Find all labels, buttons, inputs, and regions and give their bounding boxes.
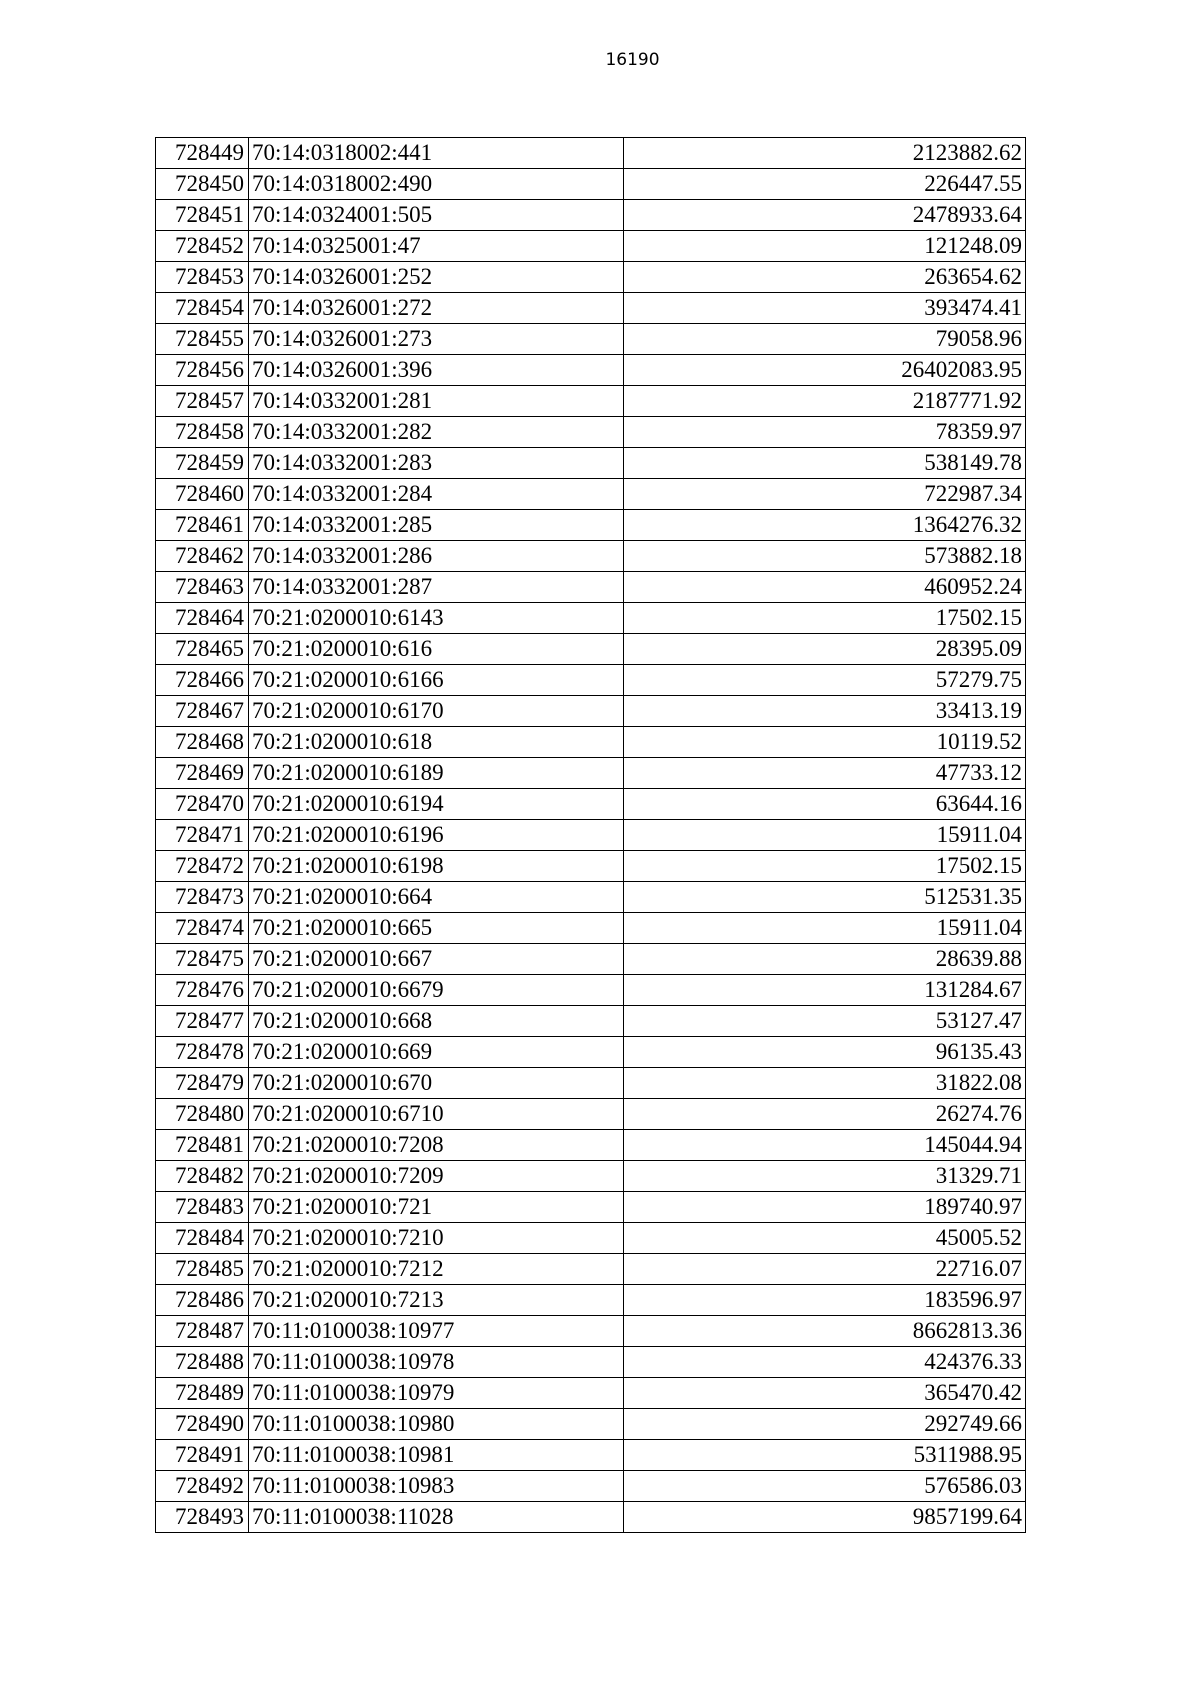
table-row (156, 1223, 1026, 1254)
cadastral-number-cell: 70:14:0332001:286 (249, 541, 624, 572)
row-number-cell: 728465 (156, 634, 249, 665)
row-number-cell: 728451 (156, 200, 249, 231)
cadastral-number-cell: 70:21:0200010:669 (249, 1037, 624, 1068)
table-row (156, 1006, 1026, 1037)
row-number-cell: 728466 (156, 665, 249, 696)
row-number-cell: 728449 (156, 138, 249, 169)
table-row (156, 1037, 1026, 1068)
table-row (156, 603, 1026, 634)
value-cell: 183596.97 (624, 1285, 1026, 1316)
row-number-cell: 728476 (156, 975, 249, 1006)
table-row (156, 851, 1026, 882)
value-cell: 31329.71 (624, 1161, 1026, 1192)
row-number-cell: 728453 (156, 262, 249, 293)
value-cell: 28639.88 (624, 944, 1026, 975)
table-body (156, 138, 1026, 1533)
cadastral-number-cell: 70:14:0332001:284 (249, 479, 624, 510)
value-cell: 57279.75 (624, 665, 1026, 696)
table-row (156, 169, 1026, 200)
row-number-cell: 728457 (156, 386, 249, 417)
value-cell: 47733.12 (624, 758, 1026, 789)
table-row (156, 572, 1026, 603)
cadastral-number-cell: 70:11:0100038:10981 (249, 1440, 624, 1471)
table-row (156, 479, 1026, 510)
row-number-cell: 728482 (156, 1161, 249, 1192)
row-number-cell: 728475 (156, 944, 249, 975)
cadastral-number-cell: 70:21:0200010:6170 (249, 696, 624, 727)
table-row (156, 913, 1026, 944)
cadastral-number-cell: 70:21:0200010:7212 (249, 1254, 624, 1285)
row-number-cell: 728486 (156, 1285, 249, 1316)
cadastral-number-cell: 70:21:0200010:6189 (249, 758, 624, 789)
cadastral-number-cell: 70:21:0200010:668 (249, 1006, 624, 1037)
table-row (156, 541, 1026, 572)
row-number-cell: 728492 (156, 1471, 249, 1502)
table-row (156, 975, 1026, 1006)
value-cell: 96135.43 (624, 1037, 1026, 1068)
value-cell: 263654.62 (624, 262, 1026, 293)
cadastral-number-cell: 70:14:0332001:287 (249, 572, 624, 603)
cadastral-number-cell: 70:21:0200010:665 (249, 913, 624, 944)
cadastral-number-cell: 70:21:0200010:721 (249, 1192, 624, 1223)
cadastral-number-cell: 70:14:0318002:490 (249, 169, 624, 200)
table-row (156, 1440, 1026, 1471)
value-cell: 2123882.62 (624, 138, 1026, 169)
row-number-cell: 728471 (156, 820, 249, 851)
value-cell: 78359.97 (624, 417, 1026, 448)
table-row (156, 138, 1026, 169)
value-cell: 145044.94 (624, 1130, 1026, 1161)
value-cell: 576586.03 (624, 1471, 1026, 1502)
row-number-cell: 728481 (156, 1130, 249, 1161)
cadastral-number-cell: 70:14:0318002:441 (249, 138, 624, 169)
cadastral-number-cell: 70:14:0325001:47 (249, 231, 624, 262)
table-row (156, 1471, 1026, 1502)
cadastral-number-cell: 70:21:0200010:6198 (249, 851, 624, 882)
value-cell: 26274.76 (624, 1099, 1026, 1130)
value-cell: 460952.24 (624, 572, 1026, 603)
row-number-cell: 728474 (156, 913, 249, 944)
table-row (156, 696, 1026, 727)
cadastral-number-cell: 70:11:0100038:10979 (249, 1378, 624, 1409)
cadastral-number-cell: 70:11:0100038:10983 (249, 1471, 624, 1502)
value-cell: 8662813.36 (624, 1316, 1026, 1347)
row-number-cell: 728483 (156, 1192, 249, 1223)
cadastral-value-table (155, 137, 1026, 1533)
value-cell: 31822.08 (624, 1068, 1026, 1099)
cadastral-number-cell: 70:21:0200010:6143 (249, 603, 624, 634)
cadastral-number-cell: 70:14:0326001:273 (249, 324, 624, 355)
row-number-cell: 728477 (156, 1006, 249, 1037)
row-number-cell: 728461 (156, 510, 249, 541)
cadastral-number-cell: 70:11:0100038:10978 (249, 1347, 624, 1378)
row-number-cell: 728458 (156, 417, 249, 448)
table-row (156, 200, 1026, 231)
value-cell: 393474.41 (624, 293, 1026, 324)
row-number-cell: 728463 (156, 572, 249, 603)
cadastral-number-cell: 70:14:0326001:396 (249, 355, 624, 386)
value-cell: 573882.18 (624, 541, 1026, 572)
table-row (156, 944, 1026, 975)
table-row (156, 1316, 1026, 1347)
value-cell: 45005.52 (624, 1223, 1026, 1254)
value-cell: 33413.19 (624, 696, 1026, 727)
cadastral-number-cell: 70:14:0332001:283 (249, 448, 624, 479)
value-cell: 2478933.64 (624, 200, 1026, 231)
value-cell: 17502.15 (624, 851, 1026, 882)
table-row (156, 355, 1026, 386)
row-number-cell: 728490 (156, 1409, 249, 1440)
table-row (156, 1409, 1026, 1440)
cadastral-number-cell: 70:14:0324001:505 (249, 200, 624, 231)
value-cell: 226447.55 (624, 169, 1026, 200)
row-number-cell: 728472 (156, 851, 249, 882)
table-row (156, 1068, 1026, 1099)
value-cell: 15911.04 (624, 820, 1026, 851)
cadastral-number-cell: 70:14:0326001:252 (249, 262, 624, 293)
row-number-cell: 728487 (156, 1316, 249, 1347)
cadastral-number-cell: 70:11:0100038:10977 (249, 1316, 624, 1347)
value-cell: 292749.66 (624, 1409, 1026, 1440)
value-cell: 28395.09 (624, 634, 1026, 665)
table-row (156, 231, 1026, 262)
value-cell: 10119.52 (624, 727, 1026, 758)
table-row (156, 324, 1026, 355)
cadastral-number-cell: 70:14:0332001:282 (249, 417, 624, 448)
cadastral-number-cell: 70:21:0200010:7213 (249, 1285, 624, 1316)
table-row (156, 1161, 1026, 1192)
row-number-cell: 728450 (156, 169, 249, 200)
cadastral-number-cell: 70:14:0326001:272 (249, 293, 624, 324)
page-number: 16190 (605, 50, 660, 70)
table-row (156, 665, 1026, 696)
cadastral-number-cell: 70:21:0200010:6679 (249, 975, 624, 1006)
row-number-cell: 728464 (156, 603, 249, 634)
table-row (156, 1130, 1026, 1161)
value-cell: 53127.47 (624, 1006, 1026, 1037)
row-number-cell: 728479 (156, 1068, 249, 1099)
value-cell: 189740.97 (624, 1192, 1026, 1223)
table-row (156, 1099, 1026, 1130)
value-cell: 26402083.95 (624, 355, 1026, 386)
value-cell: 63644.16 (624, 789, 1026, 820)
value-cell: 17502.15 (624, 603, 1026, 634)
cadastral-number-cell: 70:21:0200010:664 (249, 882, 624, 913)
row-number-cell: 728485 (156, 1254, 249, 1285)
row-number-cell: 728491 (156, 1440, 249, 1471)
value-cell: 512531.35 (624, 882, 1026, 913)
table-row (156, 1192, 1026, 1223)
value-cell: 538149.78 (624, 448, 1026, 479)
value-cell: 9857199.64 (624, 1502, 1026, 1533)
value-cell: 2187771.92 (624, 386, 1026, 417)
cadastral-number-cell: 70:11:0100038:11028 (249, 1502, 624, 1533)
row-number-cell: 728480 (156, 1099, 249, 1130)
value-cell: 79058.96 (624, 324, 1026, 355)
cadastral-number-cell: 70:14:0332001:285 (249, 510, 624, 541)
cadastral-number-cell: 70:21:0200010:616 (249, 634, 624, 665)
table-row (156, 1502, 1026, 1533)
cadastral-number-cell: 70:21:0200010:7210 (249, 1223, 624, 1254)
cadastral-number-cell: 70:21:0200010:7209 (249, 1161, 624, 1192)
value-cell: 15911.04 (624, 913, 1026, 944)
cadastral-number-cell: 70:21:0200010:6710 (249, 1099, 624, 1130)
cadastral-number-cell: 70:21:0200010:6166 (249, 665, 624, 696)
value-cell: 5311988.95 (624, 1440, 1026, 1471)
cadastral-number-cell: 70:21:0200010:618 (249, 727, 624, 758)
row-number-cell: 728454 (156, 293, 249, 324)
cadastral-number-cell: 70:11:0100038:10980 (249, 1409, 624, 1440)
row-number-cell: 728493 (156, 1502, 249, 1533)
value-cell: 424376.33 (624, 1347, 1026, 1378)
table-row (156, 1378, 1026, 1409)
value-cell: 121248.09 (624, 231, 1026, 262)
row-number-cell: 728488 (156, 1347, 249, 1378)
table-row (156, 386, 1026, 417)
row-number-cell: 728462 (156, 541, 249, 572)
row-number-cell: 728484 (156, 1223, 249, 1254)
cadastral-number-cell: 70:14:0332001:281 (249, 386, 624, 417)
value-cell: 722987.34 (624, 479, 1026, 510)
table-row (156, 262, 1026, 293)
row-number-cell: 728473 (156, 882, 249, 913)
table-row (156, 1254, 1026, 1285)
table-row (156, 417, 1026, 448)
row-number-cell: 728470 (156, 789, 249, 820)
row-number-cell: 728478 (156, 1037, 249, 1068)
table-row (156, 1285, 1026, 1316)
row-number-cell: 728489 (156, 1378, 249, 1409)
row-number-cell: 728467 (156, 696, 249, 727)
cadastral-number-cell: 70:21:0200010:7208 (249, 1130, 624, 1161)
table-row (156, 727, 1026, 758)
row-number-cell: 728459 (156, 448, 249, 479)
table-row (156, 820, 1026, 851)
row-number-cell: 728452 (156, 231, 249, 262)
table-row (156, 882, 1026, 913)
table-row (156, 293, 1026, 324)
value-cell: 365470.42 (624, 1378, 1026, 1409)
cadastral-number-cell: 70:21:0200010:670 (249, 1068, 624, 1099)
cadastral-number-cell: 70:21:0200010:6196 (249, 820, 624, 851)
row-number-cell: 728456 (156, 355, 249, 386)
table-row (156, 758, 1026, 789)
row-number-cell: 728469 (156, 758, 249, 789)
row-number-cell: 728468 (156, 727, 249, 758)
cadastral-number-cell: 70:21:0200010:667 (249, 944, 624, 975)
table-row (156, 634, 1026, 665)
value-cell: 22716.07 (624, 1254, 1026, 1285)
table-row (156, 1347, 1026, 1378)
row-number-cell: 728455 (156, 324, 249, 355)
table-row (156, 448, 1026, 479)
cadastral-number-cell: 70:21:0200010:6194 (249, 789, 624, 820)
value-cell: 131284.67 (624, 975, 1026, 1006)
table-row (156, 510, 1026, 541)
table-row (156, 789, 1026, 820)
row-number-cell: 728460 (156, 479, 249, 510)
value-cell: 1364276.32 (624, 510, 1026, 541)
